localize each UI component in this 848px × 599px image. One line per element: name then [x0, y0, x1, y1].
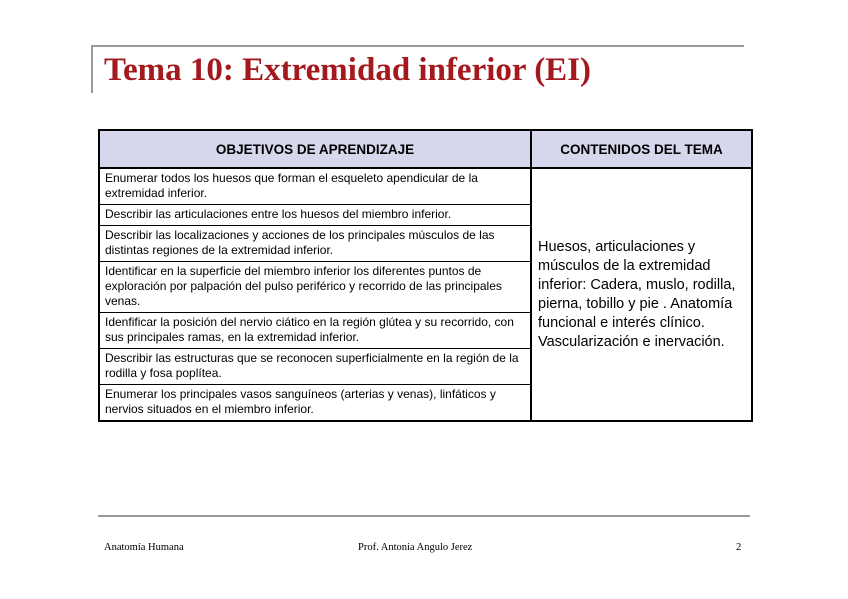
objective-cell: Identificar en la superficie del miembro inferior los diferentes puntos de exploración por palpación del pulso periférico y recorrido de las principales venas. [99, 262, 531, 313]
objective-cell: Idenfificar la posición del nervio ciático en la región glútea y su recorrido, con sus principales ramas, en la extremidad inferior. [99, 313, 531, 349]
objective-cell: Describir las articulaciones entre los huesos del miembro inferior. [99, 205, 531, 226]
objective-cell: Enumerar todos los huesos que forman el esqueleto apendicular de la extremidad inferior. [99, 168, 531, 205]
top-divider [92, 45, 744, 47]
objective-cell: Enumerar los principales vasos sanguíneos (arterias y venas), linfáticos y nervios situados en el miembro inferior. [99, 385, 531, 422]
footer-author: Prof. Antonia Angulo Jerez [358, 542, 473, 553]
objective-cell: Describir las localizaciones y acciones de los principales músculos de las distintas regiones de la extremidad inferior. [99, 226, 531, 262]
bottom-divider [98, 515, 750, 517]
header-contents: CONTENIDOS DEL TEMA [531, 130, 752, 168]
slide-title: Tema 10: Extremidad inferior (EI) [104, 52, 592, 88]
left-divider [91, 45, 93, 93]
table-row [99, 168, 752, 205]
header-objectives: OBJETIVOS DE APRENDIZAJE [99, 130, 531, 168]
objectives-table [98, 129, 753, 422]
contents-cell: Huesos, articulaciones y músculos de la extremidad inferior: Cadera, muslo, rodilla, pierna, tobillo y pie . Anatomía funcional e interés clínico. Vascularización e inervación. [531, 168, 752, 421]
objective-cell: Describir las estructuras que se reconocen superficialmente en la región de la rodilla y fosa poplítea. [99, 349, 531, 385]
page-number: 2 [736, 542, 742, 553]
footer-course: Anatomía Humana [104, 542, 184, 553]
table-header-row [99, 130, 752, 168]
